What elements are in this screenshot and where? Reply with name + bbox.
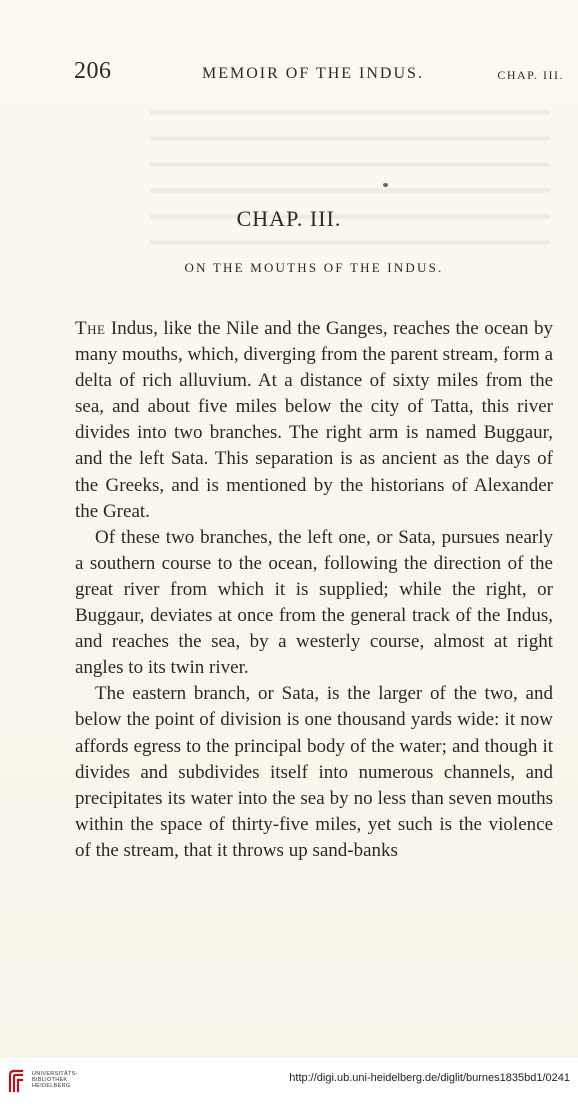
permalink-url[interactable]: http://digi.ub.uni-heidelberg.de/diglit/burnes1835bd1/0241 [289,1072,570,1084]
paragraph-1 [75,316,553,525]
ink-speck [383,183,388,187]
body-text [75,316,553,864]
institution-name [32,1071,78,1089]
chapter-subtitle: ON THE MOUTHS OF THE INDUS. [184,260,444,275]
institution-line-1: UNIVERSITÄTS- [32,1071,78,1077]
paragraph-lead-word: The [75,318,106,339]
paragraph-3: The eastern branch, or Sata, is the larger of the two, and below the point of division is one thousand yards wide: it now affords egress to the principal body of the water; and though it divides and subdivides itself into numerous channels, and precipitates its water into the sea by no less than seven mouths within the space of thirty-five miles, yet such is the violence of the stream, that it throws up sand-banks [75,683,553,861]
chapter-title: CHAP. III. [236,206,342,231]
running-title: MEMOIR OF THE INDUS. [202,65,424,82]
show-through-text [150,96,550,266]
institution-line-3: HEIDELBERG [32,1083,71,1089]
paragraph-1-text: Indus, like the Nile and the Ganges, reaches the ocean by many mouths, which, diverging from the parent stream, form a delta of rich alluvium. At a distance of sixty miles from the sea, and about five miles below the city of Tatta, this river divides into two branches. The right arm is named Buggaur, and the left Sata. This separation is as ancient as the days of the Greeks, and is mentioned by the historians of Alexander the Great. [75,318,553,522]
university-library-logo-icon [6,1067,28,1095]
running-head [74,58,564,92]
page-number: 206 [74,58,112,84]
paragraph-2: Of these two branches, the left one, or Sata, pursues nearly a southern course to the ocean, following the direction of the great river from which it is supplied; while the right, or Buggaur, deviates at once from the general track of the Indus, and reaches the sea, by a westerly course, almost at right angles to its twin river. [75,526,553,679]
digitization-footer [0,1058,578,1104]
institution-line-2: BIBLIOTHEK [32,1077,68,1083]
running-chapter: CHAP. III. [497,68,564,82]
